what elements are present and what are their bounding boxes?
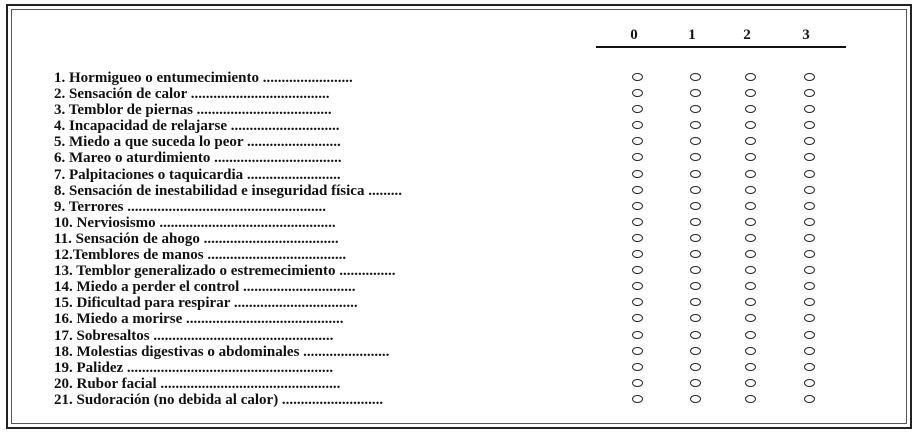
item-label: 15. Dificultad para respirar ................................. xyxy=(54,295,358,312)
radio-option-2[interactable] xyxy=(745,363,756,371)
radio-option-2[interactable] xyxy=(745,170,756,178)
radio-option-2[interactable] xyxy=(745,331,756,339)
radio-option-0[interactable] xyxy=(632,218,643,226)
item-label: 10. Nerviosismo ............................................... xyxy=(54,214,336,231)
radio-option-0[interactable] xyxy=(632,73,643,81)
item-label: 4. Incapacidad de relajarse ............................. xyxy=(54,118,340,135)
radio-option-1[interactable] xyxy=(690,202,701,210)
radio-option-0[interactable] xyxy=(632,202,643,210)
radio-option-2[interactable] xyxy=(745,73,756,81)
radio-option-2[interactable] xyxy=(745,250,756,258)
radio-option-1[interactable] xyxy=(690,347,701,355)
radio-option-1[interactable] xyxy=(690,234,701,242)
radio-option-1[interactable] xyxy=(690,250,701,258)
radio-option-3[interactable] xyxy=(804,186,815,194)
item-label: 11. Sensación de ahogo .................................... xyxy=(54,230,339,247)
radio-option-1[interactable] xyxy=(690,395,701,403)
item-label: 9. Terrores ..................................................... xyxy=(54,198,326,215)
radio-option-1[interactable] xyxy=(690,218,701,226)
radio-option-0[interactable] xyxy=(632,170,643,178)
item-label: 12.Temblores de manos ..................................... xyxy=(54,247,347,264)
radio-option-1[interactable] xyxy=(690,170,701,178)
radio-option-1[interactable] xyxy=(690,379,701,387)
radio-option-2[interactable] xyxy=(745,379,756,387)
radio-option-3[interactable] xyxy=(804,250,815,258)
item-label: 3. Temblor de piernas .................................... xyxy=(54,102,332,119)
radio-option-0[interactable] xyxy=(632,250,643,258)
item-label: 13. Temblor generalizado o estremecimiento ............... xyxy=(54,263,396,280)
radio-option-0[interactable] xyxy=(632,331,643,339)
radio-option-3[interactable] xyxy=(804,170,815,178)
radio-option-2[interactable] xyxy=(745,218,756,226)
radio-option-1[interactable] xyxy=(690,73,701,81)
radio-option-2[interactable] xyxy=(745,234,756,242)
item-label: 18. Molestias digestivas o abdominales ....................... xyxy=(54,343,390,360)
option-header-2: 2 xyxy=(743,27,751,43)
radio-option-1[interactable] xyxy=(690,331,701,339)
item-label: 1. Hormigueo o entumecimiento ........................ xyxy=(54,70,353,86)
radio-option-0[interactable] xyxy=(632,379,643,387)
radio-option-2[interactable] xyxy=(745,395,756,403)
radio-option-0[interactable] xyxy=(632,186,643,194)
item-label: 2. Sensación de calor ..................................... xyxy=(54,86,330,103)
radio-option-3[interactable] xyxy=(804,218,815,226)
radio-option-0[interactable] xyxy=(632,347,643,355)
radio-option-1[interactable] xyxy=(690,363,701,371)
item-label: 14. Miedo a perder el control .............................. xyxy=(54,279,356,296)
item-label: 21. Sudoración (no debida al calor) ........................... xyxy=(54,391,384,408)
item-label: 5. Miedo a que suceda lo peor ......................... xyxy=(54,134,341,151)
item-label: 17. Sobresaltos ................................................ xyxy=(54,327,334,344)
radio-option-2[interactable] xyxy=(745,202,756,210)
header-rule xyxy=(596,46,846,48)
radio-option-3[interactable] xyxy=(804,202,815,210)
item-label: 7. Palpitaciones o taquicardia ......................... xyxy=(54,166,341,183)
radio-option-3[interactable] xyxy=(804,73,815,81)
radio-option-3[interactable] xyxy=(804,234,815,242)
option-header-0: 0 xyxy=(630,27,638,43)
item-label: 6. Mareo o aturdimiento .................................. xyxy=(54,150,342,167)
radio-option-3[interactable] xyxy=(804,379,815,387)
radio-option-3[interactable] xyxy=(804,363,815,371)
radio-option-2[interactable] xyxy=(745,347,756,355)
radio-option-3[interactable] xyxy=(804,347,815,355)
radio-option-3[interactable] xyxy=(804,331,815,339)
radio-option-1[interactable] xyxy=(690,186,701,194)
radio-option-2[interactable] xyxy=(745,186,756,194)
radio-option-3[interactable] xyxy=(804,395,815,403)
radio-option-0[interactable] xyxy=(632,363,643,371)
item-label: 19. Palidez ....................................................... xyxy=(54,359,334,376)
item-label: 16. Miedo a morirse .......................................... xyxy=(54,311,344,328)
item-label: 8. Sensación de inestabilidad e inseguridad física ......... xyxy=(54,182,402,199)
radio-option-0[interactable] xyxy=(632,395,643,403)
radio-option-0[interactable] xyxy=(632,234,643,242)
option-header-1: 1 xyxy=(688,27,696,43)
item-label: 20. Rubor facial ................................................ xyxy=(54,375,341,392)
option-header-3: 3 xyxy=(802,27,810,43)
